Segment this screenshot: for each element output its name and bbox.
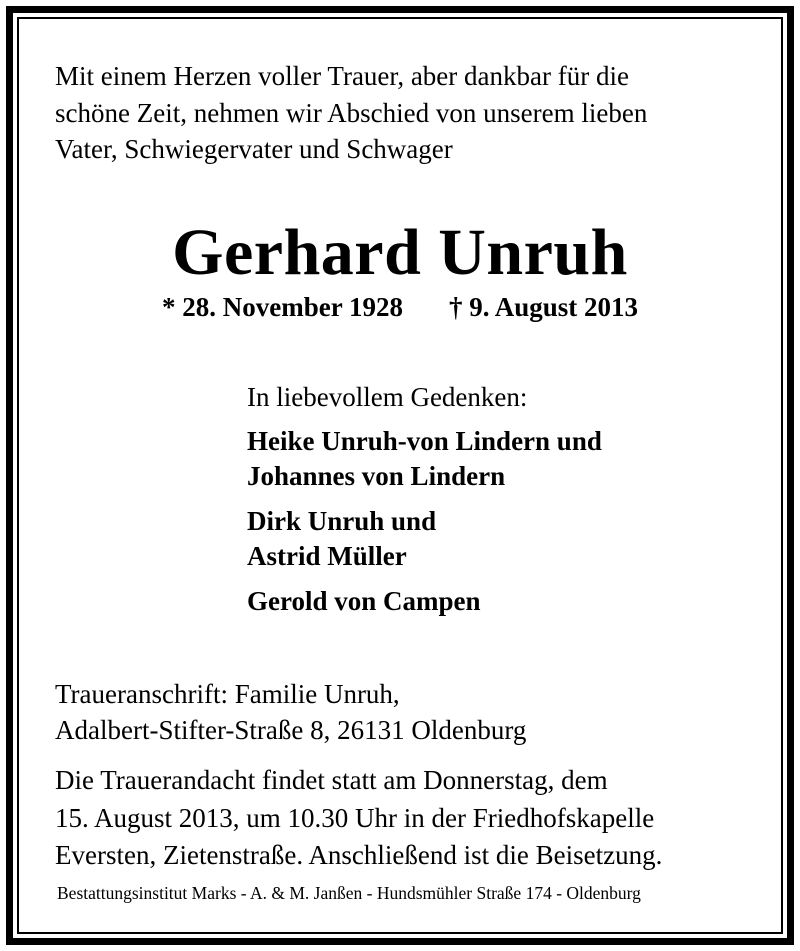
birth-date: * 28. November 1928 [161, 292, 403, 322]
intro-line: Mit einem Herzen voller Trauer, aber dankbar für die [55, 61, 629, 91]
deceased-name: Gerhard Unruh [172, 216, 628, 289]
mourner-group [247, 504, 602, 574]
intro-line: Vater, Schwiegervater und Schwager [55, 134, 453, 164]
service-line: 15. August 2013, um 10.30 Uhr in der Friedhofskapelle [55, 802, 655, 833]
service-line: Die Trauerandacht findet statt am Donnerstag, dem [55, 765, 608, 795]
mourner-line: Gerold von Campen [247, 586, 481, 616]
mourner-line: Dirk Unruh und [247, 506, 437, 536]
mourners-list [247, 424, 602, 629]
address-line: Traueranschrift: Familie Unruh, [55, 679, 400, 709]
mourner-line: Heike Unruh-von Lindern und [247, 426, 602, 456]
mourner-group [247, 584, 602, 619]
mourner-line: Johannes von Lindern [247, 461, 506, 491]
mourning-address [55, 676, 526, 748]
intro-line: schöne Zeit, nehmen wir Abschied von unserem lieben [55, 97, 648, 128]
service-line: Eversten, Zietenstraße. Anschließend ist die Beisetzung. [55, 840, 663, 870]
address-line: Adalbert-Stifter-Straße 8, 26131 Oldenburg [55, 715, 527, 745]
mourner-line: Astrid Müller [247, 541, 407, 571]
intro-text [55, 58, 755, 168]
life-dates [0, 290, 800, 324]
death-date: † 9. August 2013 [448, 292, 639, 322]
funeral-home-footer: Bestattungsinstitut Marks - A. & M. Janßen - Hundsmühler Straße 174 - Oldenburg [57, 883, 641, 903]
service-info [55, 762, 662, 875]
memory-label: In liebevollem Gedenken: [247, 382, 528, 412]
mourner-group [247, 424, 602, 494]
